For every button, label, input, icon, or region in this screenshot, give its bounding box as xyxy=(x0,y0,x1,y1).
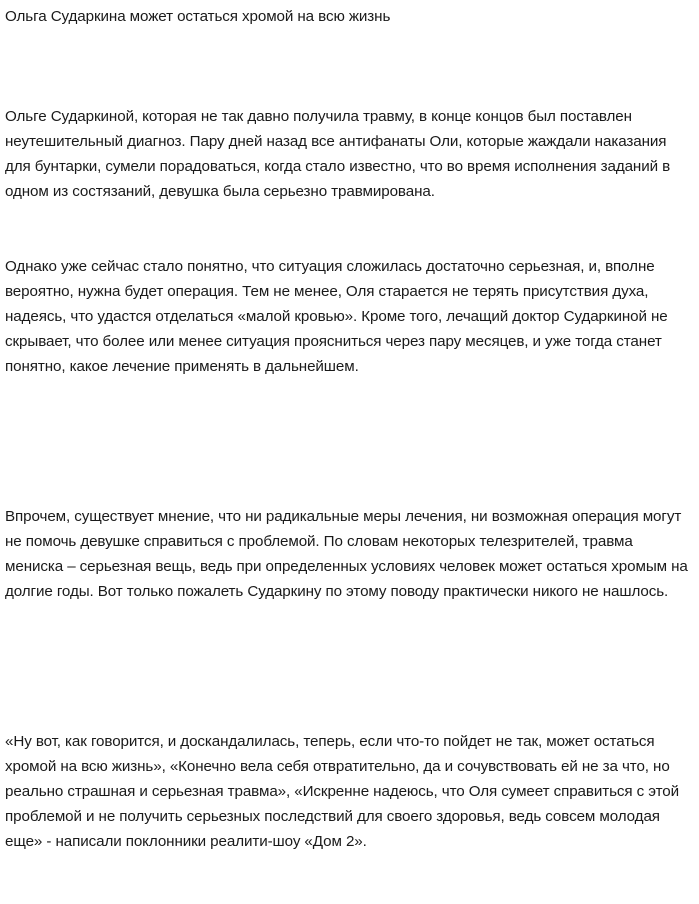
paragraph: Ольге Сударкиной, которая не так давно получила травму, в конце концов был поставлен неутешительный диагноз. Пару дней назад все антифанаты Оли, которые жаждали наказания для бунтарки, сумели порадоваться, когда стало известно, что во время исполнения заданий в одном из состязаний, девушка была серьезно травмирована. xyxy=(5,108,675,200)
paragraph: Впрочем, существует мнение, что ни радикальные меры лечения, ни возможная операция могут не помочь девушке справиться с проблемой. По словам некоторых телезрителей, травма мениска – серьезная вещь, ведь при определенных условиях человек может остаться хромым на долгие годы. Вот только пожалеть Сударкину по этому поводу практически никого не нашлось. xyxy=(5,508,692,600)
article-body-block-2 xyxy=(5,454,691,654)
article-body-block-3 xyxy=(5,679,691,904)
block-spacer-1 xyxy=(5,429,691,454)
page-title: Ольга Сударкина может остаться хромой на всю жизнь xyxy=(5,8,391,25)
article-body-block-1 xyxy=(5,54,691,429)
paragraph: «Ну вот, как говорится, и доскандалилась, теперь, если что-то пойдет не так, может остаться хромой на всю жизнь», «Конечно вела себя отвратительно, да и сочувствовать ей не за что, но реально страшная и серьезная травма», «Искренне надеюсь, что Оля сумеет справиться с этой проблемой и не получить серьезных последствий для своего здоровья, ведь совсем молодая еще» - написали поклонники реалити-шоу «Дом 2». xyxy=(5,733,684,850)
paragraph: Однако уже сейчас стало понятно, что ситуация сложилась достаточно серьезная, и, вполне вероятно, нужна будет операция. Тем не менее, Оля старается не терять присутствия духа, надеясь, что удастся отделаться «малой кровью». Кроме того, лечащий доктор Сударкиной не скрывает, что более или менее ситуация проясниться через пару месяцев, и уже тогда станет понятно, какое лечение применять в дальнейшем. xyxy=(5,258,672,375)
title-body-spacer xyxy=(5,29,691,54)
